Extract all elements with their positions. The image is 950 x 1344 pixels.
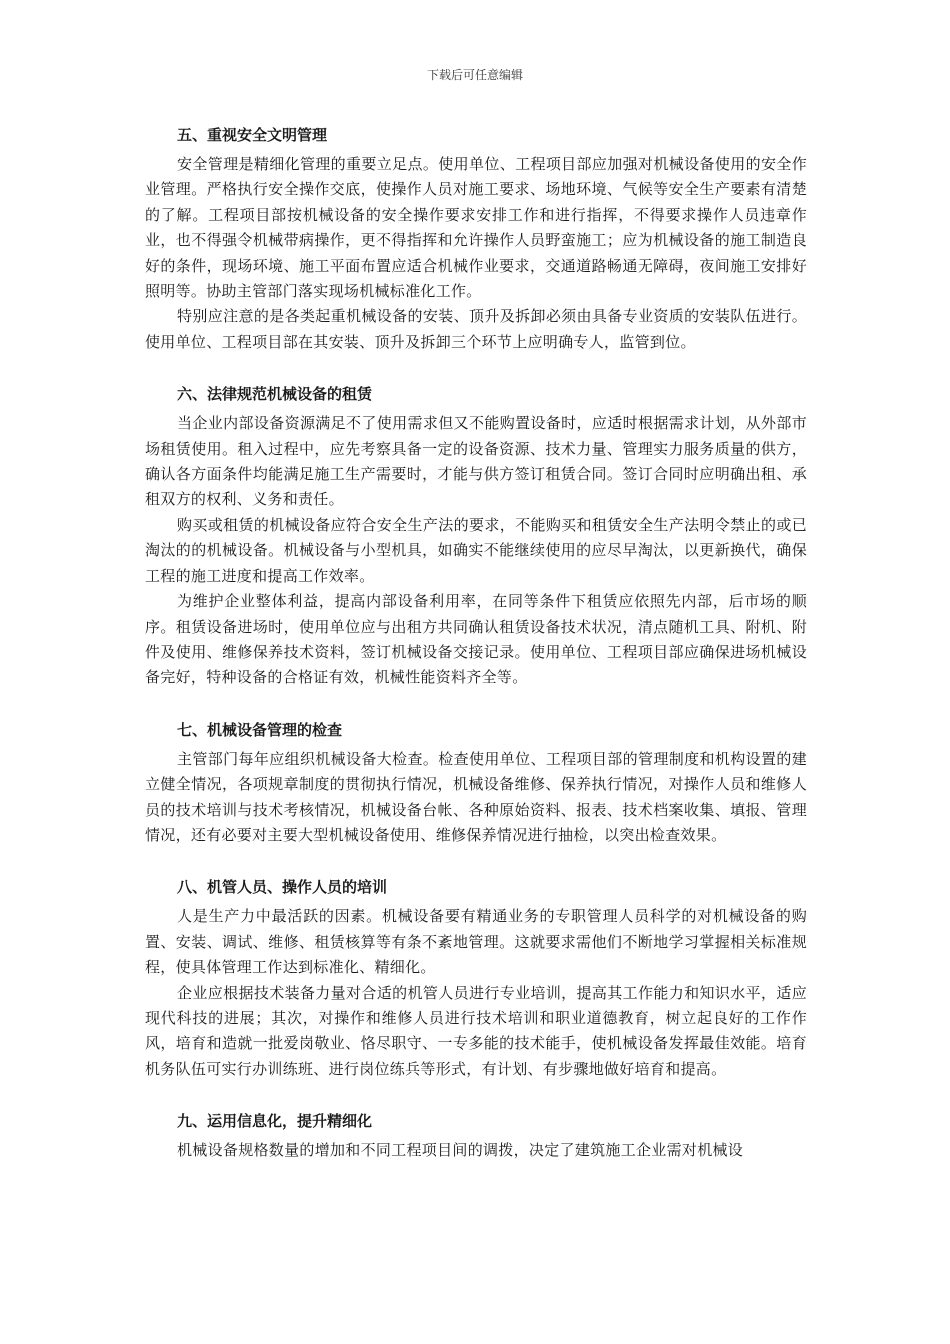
paragraph: 人是生产力中最活跃的因素。机械设备要有精通业务的专职管理人员科学的对机械设备的购置、安装、调试、维修、租赁核算等有条不紊地管理。这就要求需他们不断地学习掌握相关标准规程，使具体管理工作达到标准化、精细化。 (145, 907, 807, 977)
paragraph: 特别应注意的是各类起重机械设备的安装、顶升及拆卸必须由具备专业资质的安装队伍进行。使用单位、工程项目部在其安装、顶升及拆卸三个环节上应明确专人，监管到位。 (145, 307, 807, 351)
section-7 (145, 713, 807, 849)
paragraph: 购买或租赁的机械设备应符合安全生产法的要求，不能购买和租赁安全生产法明令禁止的或已淘汰的的机械设备。机械设备与小型机具，如确实不能继续使用的应尽早淘汰，以更新换代，确保工程的施工进度和提高工作效率。 (145, 515, 807, 585)
paragraph: 主管部门每年应组织机械设备大检查。检查使用单位、工程项目部的管理制度和机构设置的建立健全情况，各项规章制度的贯彻执行情况，机械设备维修、保养执行情况，对操作人员和维修人员的技术培训与技术考核情况，机械设备台帐、各种原始资料、报表、技术档案收集、填报、管理情况，还有必要对主要大型机械设备使用、维修保养情况进行抽检，以突出检查效果。 (145, 749, 807, 844)
document-body (145, 118, 807, 1186)
section-9 (145, 1104, 807, 1163)
section-5 (145, 118, 807, 355)
section-8 (145, 870, 807, 1082)
paragraph: 机械设备规格数量的增加和不同工程项目间的调拨，决定了建筑施工企业需对机械设 (177, 1141, 744, 1160)
paragraph: 安全管理是精细化管理的重要立足点。使用单位、工程项目部应加强对机械设备使用的安全作业管理。严格执行安全操作交底，使操作人员对施工要求、场地环境、气候等安全生产要素有清楚的了解。工程项目部按机械设备的安全操作要求安排工作和进行指挥，不得要求操作人员违章作业，也不得强令机械带病操作，更不得指挥和允许操作人员野蛮施工；应为机械设备的施工制造良好的条件，现场环境、施工平面布置应适合机械作业要求，交通道路畅通无障碍，夜间施工安排好照明等。协助主管部门落实现场机械标准化工作。 (145, 155, 807, 301)
section-heading: 七、机械设备管理的检查 (177, 720, 343, 739)
paragraph: 当企业内部设备资源满足不了使用需求但又不能购置设备时，应适时根据需求计划，从外部市场租赁使用。租入过程中，应先考察具备一定的设备资源、技术力量、管理实力服务质量的供方，确认各方面条件均能满足施工生产需要时，才能与供方签订租赁合同。签订合同时应明确出租、承租双方的权利、义务和责任。 (145, 414, 807, 509)
section-heading: 六、法律规范机械设备的租赁 (177, 385, 373, 404)
section-6 (145, 377, 807, 690)
section-heading: 九、运用信息化，提升精细化 (177, 1112, 373, 1131)
section-heading: 八、机管人员、操作人员的培训 (177, 878, 388, 897)
paragraph: 为维护企业整体利益，提高内部设备利用率，在同等条件下租赁应依照先内部，后市场的顺序。租赁设备进场时，使用单位应与出租方共同确认租赁设备技术状况，清点随机工具、附机、附件及使用、维修保养技术资料，签订机械设备交接记录。使用单位、工程项目部应确保进场机械设备完好，特种设备的合格证有效，机械性能资料齐全等。 (145, 592, 807, 687)
page-header: 下载后可任意编辑 (426, 68, 523, 82)
paragraph: 企业应根据技术装备力量对合适的机管人员进行专业培训，提高其工作能力和知识水平，适应现代科技的进展；其次，对操作和维修人员进行技术培训和职业道德教育，树立起良好的工作作风，培育和造就一批爱岗敬业、恪尽职守、一专多能的技术能手，使机械设备发挥最佳效能。培育机务队伍可实行办训练班、进行岗位练兵等形式，有计划、有步骤地做好培育和提高。 (145, 983, 807, 1078)
section-heading: 五、重视安全文明管理 (177, 126, 328, 144)
